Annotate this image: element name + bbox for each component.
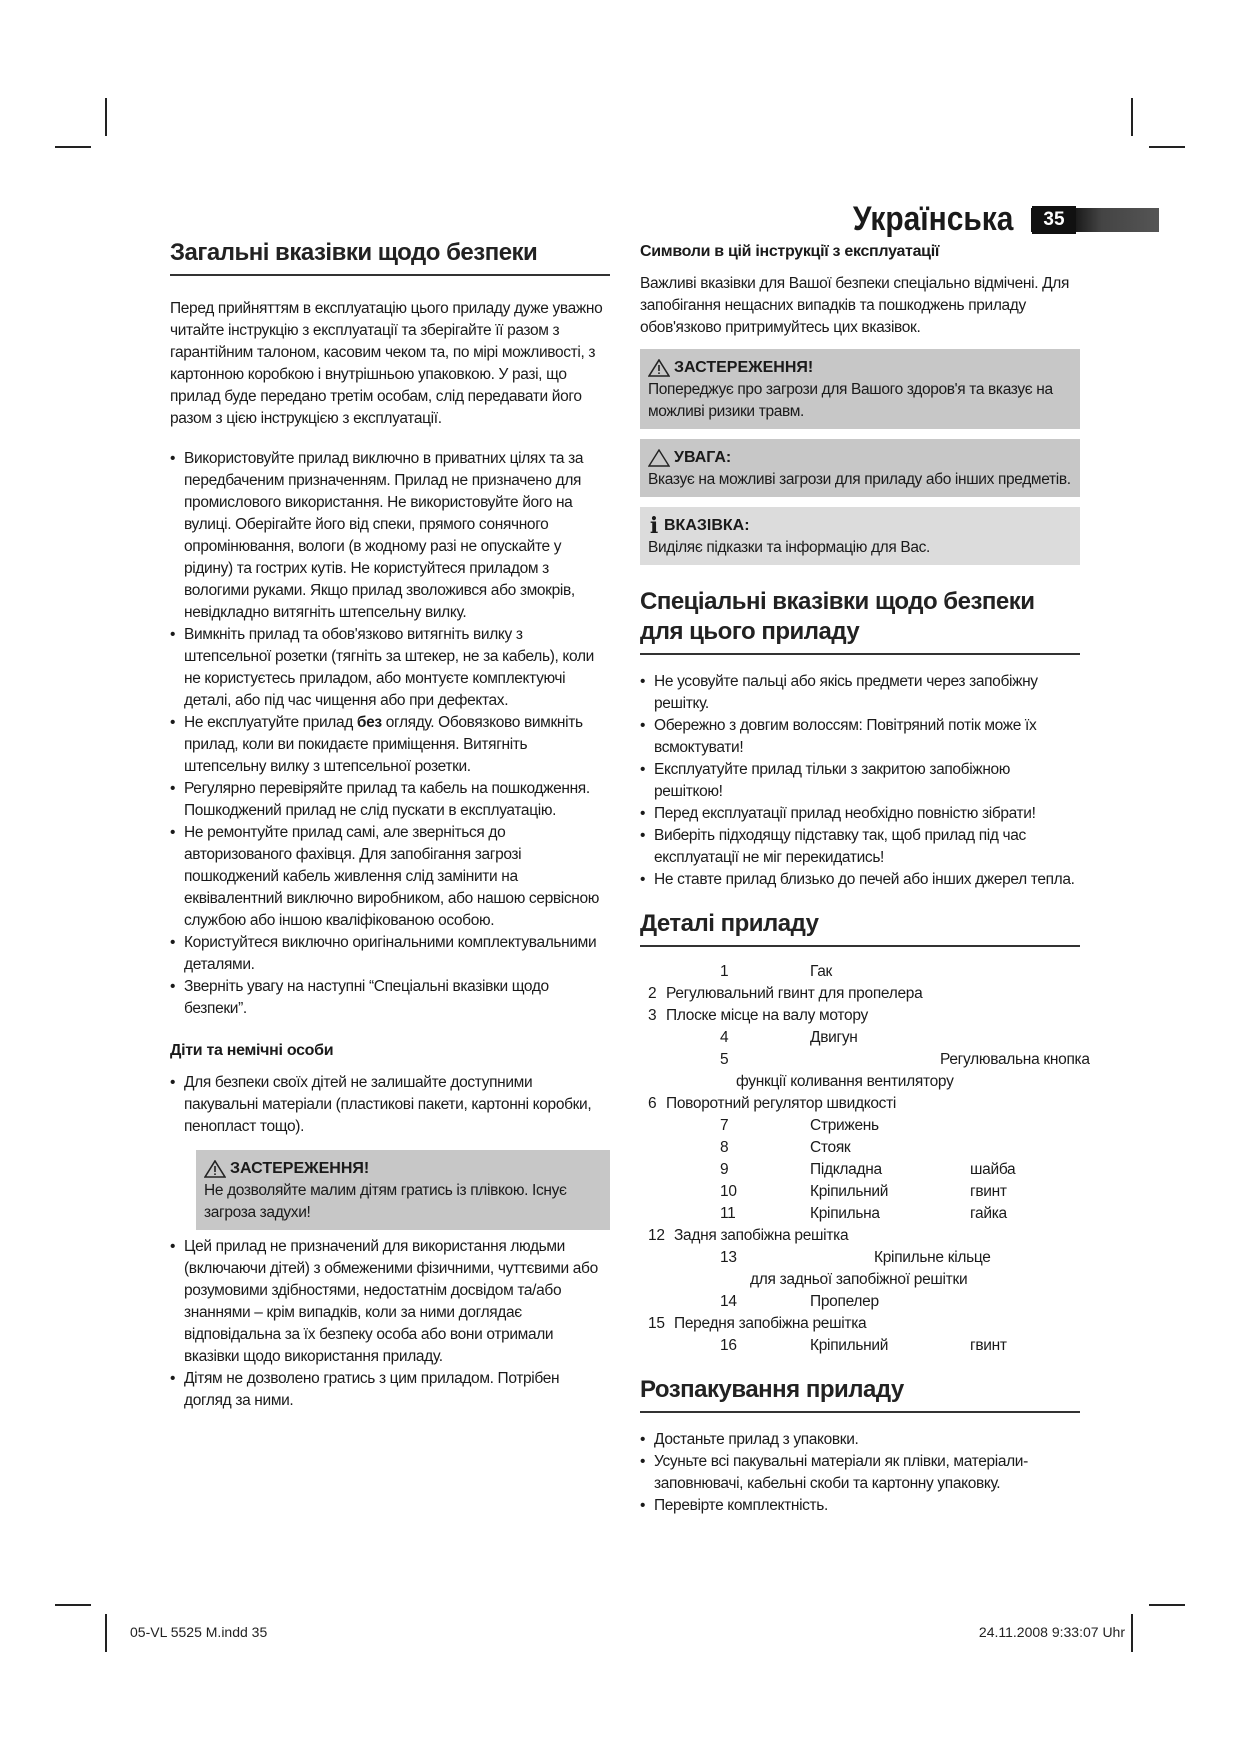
list-item-text: Не експлуатуйте прилад [184, 714, 357, 731]
parts-list-row [640, 1335, 1080, 1357]
part-number: 7 [720, 1117, 729, 1134]
list-item: • Обережно з довгим волоссям: Повітряний потік може їх всмоктувати! [640, 715, 1080, 759]
crop-mark [1149, 1604, 1185, 1606]
part-number: 9 [720, 1161, 729, 1178]
crop-mark [105, 1614, 107, 1652]
list-item [170, 712, 610, 778]
parts-list-row [640, 1005, 1080, 1027]
part-label: Задня запобіжна решітка [674, 1227, 849, 1244]
part-label: Кріпильний [810, 1183, 889, 1200]
warning-box-text: Не дозволяйте малим дітям гратись із плівкою. Існує загроза задухи! [204, 1182, 567, 1221]
parts-list-row [640, 1269, 1080, 1291]
part-label-suffix: гвинт [970, 1183, 1007, 1200]
list-item: • Регулярно перевіряйте прилад та кабель на пошкодження. Пошкоджений прилад не слід пускати в експлуатацію. [170, 778, 610, 822]
list-item: • Перед експлуатації прилад необхідно повністю зібрати! [640, 803, 1080, 825]
part-label: Гак [810, 963, 833, 980]
safety-bullet-list-2 [170, 1236, 610, 1412]
part-label-suffix: шайба [970, 1161, 1016, 1178]
warning-triangle-icon [204, 1160, 226, 1178]
part-number: 6 [648, 1095, 657, 1112]
list-item: • Для безпеки своїх дітей не залишайте доступними пакувальні матеріали (пластикові пакети, картонні коробки, пенопласт тощо). [170, 1072, 610, 1138]
part-label: Регулювальний гвинт для пропелера [666, 985, 923, 1002]
section-title-line: для цього приладу [640, 618, 860, 645]
list-item: • Усуньте всі пакувальні матеріали як плівки, матеріали-заповнювачі, кабельні скоби та картонну упаковку. [640, 1451, 1080, 1495]
parts-list-row [640, 1027, 1080, 1049]
part-label: Двигун [810, 1029, 858, 1046]
part-label: Плоске місце на валу мотору [666, 1007, 868, 1024]
part-number: 5 [720, 1051, 729, 1068]
parts-list-row [640, 1093, 1080, 1115]
parts-list-row [640, 1247, 1080, 1269]
children-bullet-list [170, 1072, 610, 1138]
part-number: 15 [648, 1315, 665, 1332]
parts-list-row [640, 1159, 1080, 1181]
symbols-intro: Важливі вказівки для Вашої безпеки спеціально відмічені. Для запобігання нещасних випадків та пошкоджень приладу обов'язково притримуйтесь цих вказівок. [640, 275, 1069, 336]
warning-triangle-icon [648, 359, 670, 377]
caution-triangle-icon [648, 449, 670, 467]
parts-list-row [640, 1049, 1090, 1071]
part-label: Підкладна [810, 1161, 882, 1178]
part-label: функції коливання вентилятору [736, 1073, 954, 1090]
caution-box-header [648, 447, 1072, 469]
list-item: • Не ремонтуйте прилад самі, але зверніться до авторизованого фахівця. Для запобігання загрозі пошкоджений кабель живлення слід замінити на еквівалентний виключно виробником, або нашою сервісною службою або іншою кваліфікованою особою. [170, 822, 610, 932]
part-label: Пропелер [810, 1293, 879, 1310]
left-column [170, 238, 610, 1412]
warning-box-header [648, 357, 1072, 379]
caution-symbol-box [640, 439, 1080, 497]
part-number: 3 [648, 1007, 657, 1024]
parts-list-row [640, 1291, 1080, 1313]
warning-box-title: ЗАСТЕРЕЖЕННЯ! [674, 359, 814, 376]
part-label: Стояк [810, 1139, 851, 1156]
list-item: • Вимкніть прилад та обов'язково витягніть вилку з штепсельної розетки (тягніть за штекер, не за кабель), коли не користуєтесь приладом, або монтуєте комплектуючі деталі, або під час чищення або при дефектах. [170, 624, 610, 712]
parts-list-row [640, 961, 1080, 983]
intro-paragraph: Перед прийняттям в експлуатацію цього приладу дуже уважно читайте інструкцію з експлуатації та зберігайте її разом з гарантійним талоном, касовим чеком та, по мірі можливості, з картонною коробкою і внутрішньою упаковкою. У разі, що прилад буде передано третім особам, слід передавати його разом з цією інструкцією з експлуатації. [170, 300, 603, 427]
part-number: 12 [648, 1227, 665, 1244]
list-item-bold-text: без [356, 714, 382, 731]
parts-list [640, 961, 1090, 1357]
note-box-text: Виділяє підказки та інформацію для Вас. [648, 539, 930, 556]
language-title: Українська [852, 200, 1013, 238]
list-item: • Дітям не дозволено гратись з цим приладом. Потрібен догляд за ними. [170, 1368, 610, 1412]
footer-timestamp: 24.11.2008 9:33:07 Uhr [978, 1624, 1125, 1640]
list-item: • Достаньте прилад з упаковки. [640, 1429, 1080, 1451]
parts-list-row [640, 1313, 1080, 1335]
caution-box-text: Вказує на можливі загрози для приладу або інших предметів. [648, 471, 1071, 488]
part-label: для задньої запобіжної решітки [750, 1271, 968, 1288]
right-column [640, 243, 1090, 1517]
section-title-unpacking: Розпакування приладу [640, 1375, 1080, 1413]
special-safety-list [640, 671, 1080, 891]
warning-box-header [204, 1158, 602, 1180]
footer-file-info: 05-VL 5525 M.indd 35 [130, 1624, 268, 1640]
warning-box-title: ЗАСТЕРЕЖЕННЯ! [230, 1160, 370, 1177]
list-item: • Цей прилад не призначений для використання людьми (включаючи дітей) з обмеженими фізичними, чуттєвими або розумовими здібностями, недостатнім досвідом та/або знаннями – крім випадків, коли за ними доглядає відповідальна за їх безпеку особа або вони отримали вказівки щодо використання приладу. [170, 1236, 610, 1368]
part-label-suffix: гвинт [970, 1337, 1007, 1354]
list-item: • Експлуатуйте прилад тільки з закритою запобіжною решіткою! [640, 759, 1080, 803]
list-item: • Виберіть підходящу підставку так, щоб прилад під час експлуатації не міг перекидатись! [640, 825, 1080, 869]
parts-list-row [640, 1137, 1080, 1159]
part-number: 16 [720, 1337, 737, 1354]
parts-list-row [640, 1225, 1080, 1247]
list-item: • Зверніть увагу на наступні “Спеціальні вказівки щодо безпеки”. [170, 976, 610, 1020]
part-label: Кріпильний [810, 1337, 889, 1354]
info-icon: i [649, 513, 659, 539]
part-number: 11 [720, 1205, 736, 1222]
list-item: • Використовуйте прилад виключно в приватних цілях та за передбаченим призначенням. Прилад не призначено для промислового використання. Не використовуйте його на вулиці. Оберігайте його від спеки, прямого сонячного опромінювання, вологи (в жодному разі не опускайте у рідину) та гострих кутів. Не користуйтеся приладом з вологими руками. Якщо прилад зволожився або змокрів, невідкладно витягніть штепсельну вилку. [170, 448, 610, 624]
crop-mark [1131, 1614, 1133, 1652]
parts-list-row [640, 1115, 1080, 1137]
parts-list-row [640, 983, 1080, 1005]
part-number: 8 [720, 1139, 729, 1156]
part-label: Передня запобіжна решітка [674, 1315, 867, 1332]
part-number: 2 [648, 985, 657, 1002]
part-number: 14 [720, 1293, 737, 1310]
children-heading: Діти та немічні особи [170, 1042, 334, 1059]
part-number: 4 [720, 1029, 729, 1046]
part-label: Кріпильна [810, 1205, 880, 1222]
parts-list-row [640, 1071, 1080, 1093]
part-number: 13 [720, 1249, 737, 1266]
list-item: • Не усовуйте пальці або якісь предмети через запобіжну решітку. [640, 671, 1080, 715]
list-item: • Користуйтеся виключно оригінальними комплектувальними деталями. [170, 932, 610, 976]
symbols-heading: Символи в цій інструкції з експлуатації [640, 243, 940, 260]
section-title-general-safety: Загальні вказівки щодо безпеки [170, 238, 610, 276]
safety-bullet-list [170, 448, 610, 1020]
crop-mark [105, 98, 107, 136]
note-symbol-box [640, 507, 1080, 565]
crop-mark [1131, 98, 1133, 136]
crop-mark [1149, 146, 1185, 148]
list-item-text: огляду. Обовязково вимкніть прилад, коли ви покидаєте приміщення. Витягніть штепсельну вилку з штепсельної розетки. [184, 714, 583, 775]
part-number: 10 [720, 1183, 737, 1200]
part-label: Поворотний регулятор швидкості [666, 1095, 897, 1112]
section-title-special-safety [640, 587, 1080, 655]
list-item: • Перевірте комплектність. [640, 1495, 1080, 1517]
page-number: 35 [1032, 206, 1076, 234]
parts-list-row [640, 1203, 1080, 1225]
part-label-suffix: гайка [970, 1205, 1007, 1222]
warning-box-text: Попереджує про загрози для Вашого здоров'я та вказує на можливі ризики травм. [648, 381, 1053, 420]
section-title-parts: Деталі приладу [640, 909, 1080, 947]
part-label: Стрижень [810, 1117, 879, 1134]
unpacking-list [640, 1429, 1080, 1517]
section-title-line: Спеціальні вказівки щодо безпеки [640, 588, 1035, 615]
crop-mark [55, 1604, 91, 1606]
parts-list-row [640, 1181, 1080, 1203]
note-box-header [648, 515, 1072, 537]
list-item: • Не ставте прилад близько до печей або інших джерел тепла. [640, 869, 1080, 891]
part-number: 1 [720, 963, 729, 980]
warning-box [196, 1150, 610, 1230]
crop-mark [55, 146, 91, 148]
warning-symbol-box [640, 349, 1080, 429]
part-label: Регулювальна кнопка [940, 1051, 1090, 1068]
caution-box-title: УВАГА: [674, 449, 732, 466]
note-box-title: ВКАЗІВКА: [664, 517, 750, 534]
part-label: Кріпильне кільце [874, 1249, 991, 1266]
